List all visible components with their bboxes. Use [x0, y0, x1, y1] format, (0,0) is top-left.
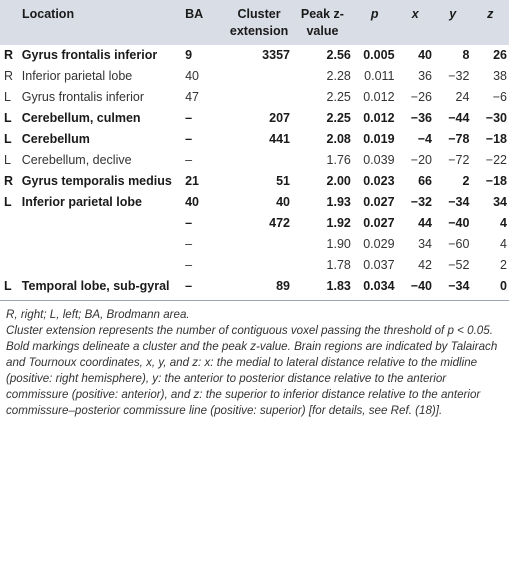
table-bottom-rule: [0, 300, 509, 301]
cell-cluster: 441: [269, 132, 290, 146]
cell-p: 0.012: [363, 111, 395, 125]
cell-location: [20, 213, 181, 234]
cell-side: L: [4, 195, 12, 209]
cell-peak: 2.25: [326, 111, 351, 125]
cell-cluster: 207: [269, 111, 290, 125]
cell-y: −72: [448, 153, 470, 167]
cell-z: 34: [493, 195, 507, 209]
cell-y: −34: [448, 279, 470, 293]
cell-z: 4: [500, 237, 507, 251]
cell-z: −18: [485, 132, 507, 146]
cell-z: −18: [485, 174, 507, 188]
table-header: [0, 0, 509, 45]
header-y: y: [449, 7, 457, 21]
cell-x: −4: [417, 132, 432, 146]
cell-p: 0.012: [363, 90, 395, 104]
cell-y: −60: [448, 237, 470, 251]
cell-cluster: 40: [276, 195, 290, 209]
cell-ba: –: [185, 279, 193, 293]
cell-side: L: [4, 153, 11, 167]
cell-cluster: [226, 150, 292, 171]
cell-p: 0.027: [363, 195, 395, 209]
cell-p: 0.019: [363, 132, 395, 146]
cell-z: 0: [500, 279, 507, 293]
cell-y: −52: [448, 258, 470, 272]
cell-x: 42: [418, 258, 432, 272]
cell-p: 0.027: [363, 216, 395, 230]
cell-peak: 1.83: [326, 279, 351, 293]
cell-z: 38: [493, 69, 507, 83]
cell-ba: –: [185, 216, 193, 230]
cell-ba: –: [185, 153, 193, 167]
header-peak: Peak z-value: [300, 7, 344, 38]
table-row: [0, 108, 509, 129]
cell-p: 0.023: [363, 174, 395, 188]
cell-p: 0.034: [363, 279, 395, 293]
cell-cluster: 3357: [262, 48, 290, 62]
cell-p: 0.005: [363, 48, 395, 62]
cell-location: Inferior parietal lobe: [21, 69, 133, 83]
cell-y: 2: [462, 174, 470, 188]
table-row: [0, 255, 509, 276]
cell-y: −78: [448, 132, 470, 146]
cell-x: −20: [410, 153, 432, 167]
cell-z: 26: [493, 48, 507, 62]
cell-location: Gyrus frontalis inferior: [21, 90, 145, 104]
cell-x: −40: [410, 279, 432, 293]
cell-x: 66: [418, 174, 432, 188]
header-ba: BA: [185, 7, 204, 21]
cell-x: −32: [410, 195, 432, 209]
cell-location: Gyrus temporalis medius: [21, 174, 172, 188]
cell-x: −26: [410, 90, 432, 104]
cell-cluster: [226, 234, 292, 255]
cell-ba: 21: [185, 174, 199, 188]
cell-z: 2: [500, 258, 507, 272]
table-row: [0, 192, 509, 213]
cell-location: [20, 234, 181, 255]
cell-y: −44: [448, 111, 470, 125]
cell-ba: 40: [185, 195, 199, 209]
header-p: p: [370, 7, 379, 21]
cell-peak: 2.56: [326, 48, 351, 62]
cell-location: Temporal lobe, sub-gyral: [21, 279, 170, 293]
footnote-description: Cluster extension represents the number of contiguous voxel passing the threshold of p < 0.05. Bold markings delineate a cluster and the peak z-value. Brain regions are indicated by Talairach and Tournoux coordinates, x, y, and z: x: the medial to lateral distance relative to the midline (positive: right hemisphere), y: the anterior to posterior distance relative to the anterior commissure (positive: anterior), and z: the superior to inferior distance relative to the anterior commissure–posterior commissure line (positive: superior) [for details, see Ref. (18)].: [6, 324, 498, 417]
table-footnote: [6, 307, 506, 419]
cell-side: L: [4, 111, 12, 125]
cell-peak: 1.76: [326, 153, 351, 167]
cell-side: L: [4, 132, 12, 146]
cell-cluster: 89: [276, 279, 290, 293]
cell-y: 24: [455, 90, 470, 104]
cell-cluster: [226, 255, 292, 276]
cell-ba: 40: [185, 69, 199, 83]
cell-side: L: [4, 279, 12, 293]
header-cluster: Cluster extension: [229, 7, 289, 38]
cell-ba: –: [185, 258, 193, 272]
cell-cluster: 472: [269, 216, 290, 230]
table-body: [0, 45, 509, 297]
cell-peak: 1.93: [326, 195, 351, 209]
cell-p: 0.039: [363, 153, 395, 167]
cell-ba: 47: [185, 90, 199, 104]
cell-z: 4: [500, 216, 507, 230]
table-row: [0, 129, 509, 150]
cell-z: −6: [492, 90, 507, 104]
table-row: [0, 150, 509, 171]
header-location: Location: [22, 7, 75, 21]
cell-x: 40: [418, 48, 432, 62]
table-row: [0, 87, 509, 108]
cell-side: L: [4, 90, 11, 104]
cell-peak: 1.78: [326, 258, 351, 272]
cell-location: Gyrus frontalis inferior: [21, 48, 158, 62]
cell-location: Cerebellum, declive: [21, 153, 132, 167]
cell-x: 34: [418, 237, 432, 251]
cell-peak: 2.25: [326, 90, 351, 104]
cell-ba: –: [185, 237, 193, 251]
cell-side: [0, 234, 20, 255]
cell-x: 44: [418, 216, 432, 230]
cell-side: R: [4, 69, 14, 83]
cell-ba: –: [185, 132, 193, 146]
cell-location: Inferior parietal lobe: [21, 195, 142, 209]
cell-side: R: [4, 48, 14, 62]
header-x: x: [411, 7, 419, 21]
cell-p: 0.029: [363, 237, 395, 251]
footnote-abbreviations: R, right; L, left; BA, Brodmann area.: [6, 308, 190, 321]
table-row: [0, 45, 509, 66]
cell-location: Cerebellum, culmen: [21, 111, 141, 125]
table-row: [0, 213, 509, 234]
cell-x: 36: [418, 69, 432, 83]
cell-z: −22: [485, 153, 507, 167]
cell-side: R: [4, 174, 14, 188]
cell-ba: 9: [185, 48, 193, 62]
table-row: [0, 234, 509, 255]
cell-z: −30: [485, 111, 507, 125]
cell-p: 0.011: [364, 69, 395, 83]
cell-location: Cerebellum: [21, 132, 90, 146]
cell-cluster: [226, 87, 292, 108]
cell-peak: 1.92: [326, 216, 351, 230]
cell-peak: 1.90: [326, 237, 351, 251]
cell-peak: 2.00: [326, 174, 351, 188]
cell-y: 8: [462, 48, 470, 62]
cell-location: [20, 255, 181, 276]
cell-cluster: 51: [276, 174, 290, 188]
cell-cluster: [226, 66, 292, 87]
cell-y: −40: [448, 216, 470, 230]
cell-peak: 2.08: [326, 132, 351, 146]
cell-peak: 2.28: [326, 69, 351, 83]
cell-y: −32: [448, 69, 470, 83]
table-row: [0, 171, 509, 192]
cell-side: [0, 255, 20, 276]
cell-side: [0, 213, 20, 234]
table-row: [0, 276, 509, 297]
header-z: z: [487, 7, 494, 21]
cell-ba: –: [185, 111, 193, 125]
cell-y: −34: [448, 195, 470, 209]
cell-p: 0.037: [363, 258, 395, 272]
cell-x: −36: [410, 111, 432, 125]
table-row: [0, 66, 509, 87]
